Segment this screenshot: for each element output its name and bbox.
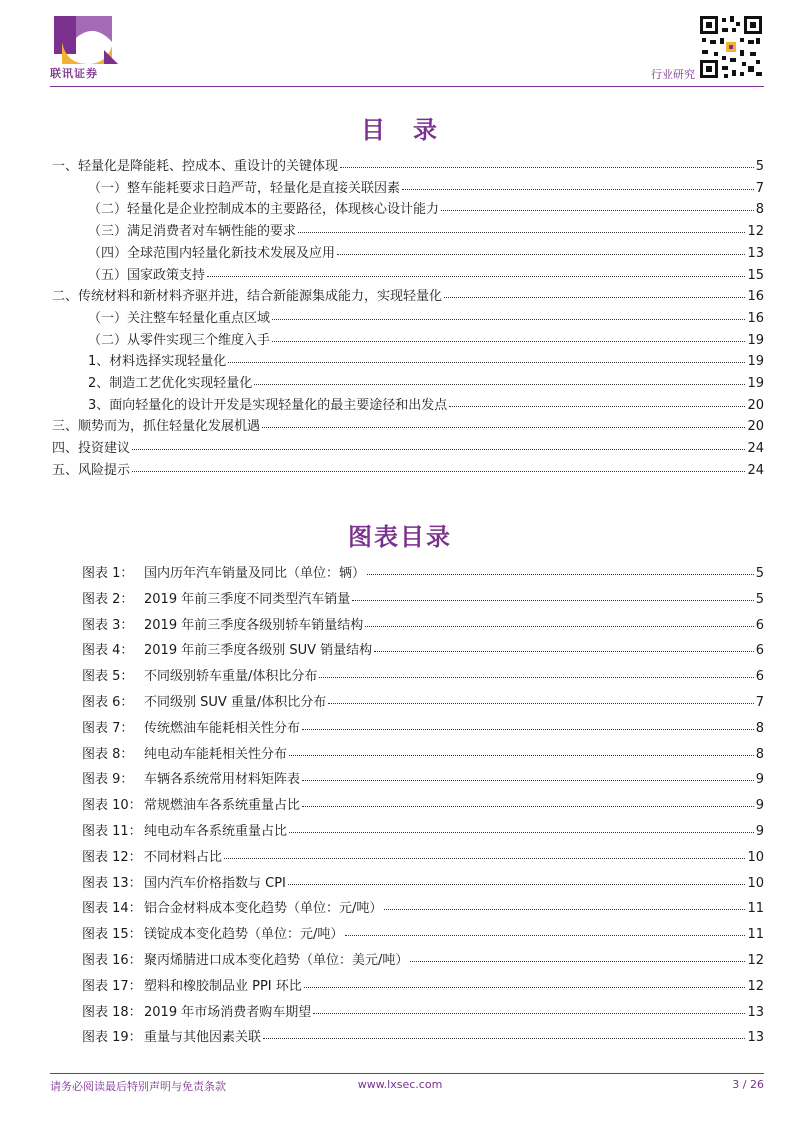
dot-leader — [298, 220, 745, 233]
toc-entry-page: 16 — [747, 289, 764, 305]
toc-entry[interactable] — [52, 157, 764, 177]
toc-entry-page: 20 — [747, 419, 764, 435]
toc-entry-label: （三）满足消费者对车辆性能的要求 — [88, 224, 297, 240]
figure-entry[interactable] — [82, 899, 764, 919]
dot-leader — [337, 242, 745, 255]
figure-entry-number: 图表 2： — [82, 591, 134, 607]
toc-entry-page: 8 — [755, 202, 764, 218]
toc-entry-page: 19 — [747, 376, 764, 391]
figure-entry-page: 13 — [747, 1004, 764, 1020]
figure-entry-number: 图表 18： — [82, 1004, 142, 1020]
figure-entry[interactable] — [82, 951, 764, 971]
figure-entry-number: 图表 17： — [82, 978, 142, 994]
dot-leader — [289, 820, 754, 833]
figure-entry-number: 图表 10： — [82, 798, 142, 814]
figure-entry-page: 8 — [755, 746, 764, 762]
dot-leader — [289, 743, 754, 756]
figure-entry[interactable] — [82, 745, 764, 765]
toc-entry-page: 20 — [747, 397, 764, 413]
figure-entry-label: 不同级别 SUV 重量/体积比分布 — [144, 695, 327, 710]
dot-leader — [207, 264, 745, 277]
figure-entry-page: 5 — [755, 566, 764, 581]
toc-entry[interactable] — [52, 439, 764, 459]
toc-entry-label: （一）关注整车轻量化重点区域 — [88, 310, 271, 326]
figure-entry[interactable] — [82, 641, 764, 661]
toc-entry-label: 五、风险提示 — [52, 462, 131, 478]
figure-entry-page: 10 — [747, 849, 764, 865]
toc-entry[interactable] — [88, 352, 764, 372]
figure-entry-page: 9 — [755, 798, 764, 814]
toc-entry-label: （二）从零件实现三个维度入手 — [88, 332, 271, 348]
figure-entry[interactable] — [82, 770, 764, 790]
dot-leader — [340, 155, 754, 168]
figure-entry-number: 图表 4： — [82, 643, 134, 659]
dot-leader — [272, 329, 745, 342]
toc-entry[interactable] — [52, 417, 764, 437]
figure-entry-label: 国内汽车价格指数与 CPI — [144, 875, 286, 891]
figure-entry-label: 2019 年前三季度各级别 SUV 销量结构 — [144, 643, 373, 659]
figure-entry-page: 7 — [755, 695, 764, 710]
toc-entry-label: 3、面向轻量化的设计开发是实现轻量化的最主要途径和出发点 — [88, 397, 448, 413]
dot-leader — [328, 691, 753, 704]
toc-entry-label: 一、轻量化是降能耗、控成本、重设计的关键体现 — [52, 159, 339, 174]
figure-entry-number: 图表 13： — [82, 875, 142, 891]
toc-entry[interactable] — [88, 266, 764, 286]
figure-entry-label: 2019 年前三季度各级别轿车销量结构 — [144, 617, 364, 633]
figure-entry-label: 常规燃油车各系统重量占比 — [144, 798, 301, 814]
dot-leader — [263, 1026, 745, 1039]
dot-leader — [365, 614, 754, 627]
figure-entry[interactable] — [82, 1028, 764, 1048]
dot-leader — [410, 949, 745, 962]
toc-entry-label: 四、投资建议 — [52, 441, 131, 457]
figure-entry-page: 11 — [747, 927, 764, 943]
figure-entry-number: 图表 8： — [82, 746, 134, 762]
figure-entry[interactable] — [82, 564, 764, 584]
figure-entry-label: 2019 年市场消费者购车期望 — [144, 1004, 312, 1020]
disclaimer-link[interactable]: 请务必阅读最后特别声明与免责条款 — [50, 1080, 226, 1093]
figure-entry[interactable] — [82, 848, 764, 868]
toc-entry[interactable] — [88, 244, 764, 264]
dot-leader — [272, 307, 745, 320]
figure-entry[interactable] — [82, 874, 764, 894]
figure-entry-page: 5 — [755, 591, 764, 607]
figure-entry-label: 不同材料占比 — [144, 849, 223, 865]
toc-entry-page: 7 — [755, 180, 764, 196]
dot-leader — [302, 794, 754, 807]
toc-entry-page: 19 — [747, 332, 764, 348]
figure-entry-page: 6 — [755, 617, 764, 633]
dot-leader — [228, 350, 745, 363]
figure-entry-label: 镁锭成本变化趋势（单位：元/吨） — [144, 927, 344, 943]
toc-entry[interactable] — [88, 331, 764, 351]
toc-entry-label: （五）国家政策支持 — [88, 267, 206, 283]
toc-entry-label: 二、传统材料和新材料齐驱并进，结合新能源集成能力，实现轻量化 — [52, 289, 443, 305]
toc-entry[interactable] — [88, 222, 764, 242]
figure-entry-page: 9 — [755, 772, 764, 788]
figure-entry-label: 纯电动车能耗相关性分布 — [144, 746, 288, 762]
dot-leader — [444, 285, 745, 298]
dot-leader — [302, 717, 754, 730]
dot-leader — [288, 872, 746, 885]
figure-entry-label: 重量与其他因素关联 — [144, 1030, 262, 1046]
figure-entry[interactable] — [82, 693, 764, 713]
toc-entry-page: 16 — [747, 310, 764, 326]
dot-leader — [302, 768, 754, 781]
dot-leader — [304, 975, 746, 988]
toc-entry-page: 24 — [747, 441, 764, 457]
figure-entry-number: 图表 5： — [82, 669, 134, 685]
company-name: 联讯证券 — [50, 67, 98, 80]
toc-entry[interactable] — [52, 287, 764, 307]
figure-entry[interactable] — [82, 925, 764, 945]
dot-leader — [374, 639, 754, 652]
toc-entry-page: 12 — [747, 224, 764, 240]
toc-entry-page: 13 — [747, 245, 764, 261]
figure-entry-number: 图表 14： — [82, 901, 142, 917]
figure-entry[interactable] — [82, 590, 764, 610]
toc-entry-page: 15 — [747, 267, 764, 283]
figure-entry-label: 铝合金材料成本变化趋势（单位：元/吨） — [144, 901, 383, 917]
figure-entry-page: 12 — [747, 953, 764, 968]
figure-entry-label: 不同级别轿车重量/体积比分布 — [144, 669, 318, 685]
figure-entry-number: 图表 9： — [82, 772, 134, 788]
toc-entry[interactable] — [52, 461, 764, 481]
figure-entry-label: 聚丙烯腈进口成本变化趋势（单位：美元/吨） — [144, 953, 409, 968]
figure-entry-page: 11 — [747, 901, 764, 917]
figure-entry-number: 图表 7： — [82, 720, 134, 736]
dot-leader — [319, 665, 753, 678]
toc-title: 目 录 — [361, 116, 439, 144]
dot-leader — [352, 588, 754, 601]
toc-entry[interactable] — [88, 179, 764, 199]
toc-entry[interactable] — [88, 374, 764, 394]
dot-leader — [367, 562, 754, 575]
toc-entry-label: 1、材料选择实现轻量化 — [88, 354, 227, 370]
figure-entry-number: 图表 15： — [82, 927, 142, 943]
dot-leader — [345, 923, 745, 936]
figure-entry[interactable] — [82, 977, 764, 997]
figure-entry-number: 图表 6： — [82, 695, 134, 710]
figure-entry-page: 8 — [755, 720, 764, 736]
figure-entry-page: 10 — [747, 875, 764, 891]
figure-entry-number: 图表 1： — [82, 566, 134, 581]
toc-entry[interactable] — [88, 200, 764, 220]
figure-entry-label: 车辆各系统常用材料矩阵表 — [144, 772, 301, 788]
toc-entry[interactable] — [88, 309, 764, 329]
page-number: 3 / 26 — [732, 1078, 764, 1091]
toc-entry-page: 19 — [747, 354, 764, 370]
figure-entry-number: 图表 19： — [82, 1030, 142, 1046]
toc-entry-page: 24 — [747, 462, 764, 478]
figure-entry-page: 12 — [747, 978, 764, 994]
toc-entry-label: 三、顺势而为，抓住轻量化发展机遇 — [52, 419, 261, 435]
toc-entry-label: 2、制造工艺优化实现轻量化 — [88, 376, 253, 391]
footer-divider — [50, 1073, 764, 1074]
page-header — [0, 0, 800, 88]
dot-leader — [384, 897, 745, 910]
figure-entry-number: 图表 11： — [82, 824, 142, 839]
dot-leader — [402, 177, 754, 190]
dot-leader — [449, 394, 745, 407]
figure-entry-number: 图表 12： — [82, 849, 142, 865]
header-divider — [50, 86, 764, 87]
figure-entry[interactable] — [82, 796, 764, 816]
figure-entry-label: 国内历年汽车销量及同比（单位：辆） — [144, 566, 366, 581]
figure-entry-label: 塑料和橡胶制品业 PPI 环比 — [144, 978, 302, 994]
qr-code-icon — [698, 14, 764, 80]
figure-entry-label: 纯电动车各系统重量占比 — [144, 824, 288, 839]
dot-leader — [313, 1001, 745, 1014]
figure-entry-page: 6 — [755, 669, 764, 685]
figure-entry[interactable] — [82, 822, 764, 842]
figure-entry-number: 图表 3： — [82, 617, 134, 633]
figure-entry[interactable] — [82, 616, 764, 636]
figure-entry-label: 传统燃油车能耗相关性分布 — [144, 720, 301, 736]
dot-leader — [441, 198, 754, 211]
dot-leader — [224, 846, 745, 859]
toc-entry-label: （一）整车能耗要求日趋严苛，轻量化是直接关联因素 — [88, 180, 401, 196]
figure-entry[interactable] — [82, 667, 764, 687]
figure-entry[interactable] — [82, 719, 764, 739]
figure-entry-number: 图表 16： — [82, 953, 142, 968]
figures-title: 图表目录 — [348, 523, 452, 551]
toc-entry-page: 5 — [755, 159, 764, 174]
report-type-label: 行业研究 — [651, 68, 695, 81]
dot-leader — [254, 372, 745, 385]
figure-entry-page: 13 — [747, 1030, 764, 1046]
dot-leader — [132, 459, 745, 472]
toc-entry-label: （四）全球范围内轻量化新技术发展及应用 — [88, 245, 336, 261]
figure-entry[interactable] — [82, 1003, 764, 1023]
figure-entry-label: 2019 年前三季度不同类型汽车销量 — [144, 591, 351, 607]
figure-entry-page: 9 — [755, 824, 764, 839]
toc-entry-label: （二）轻量化是企业控制成本的主要路径，体现核心设计能力 — [88, 202, 440, 218]
dot-leader — [262, 415, 745, 428]
dot-leader — [132, 437, 745, 450]
toc-entry[interactable] — [88, 396, 764, 416]
website-link[interactable]: www.lxsec.com — [357, 1078, 443, 1091]
figure-entry-page: 6 — [755, 643, 764, 659]
